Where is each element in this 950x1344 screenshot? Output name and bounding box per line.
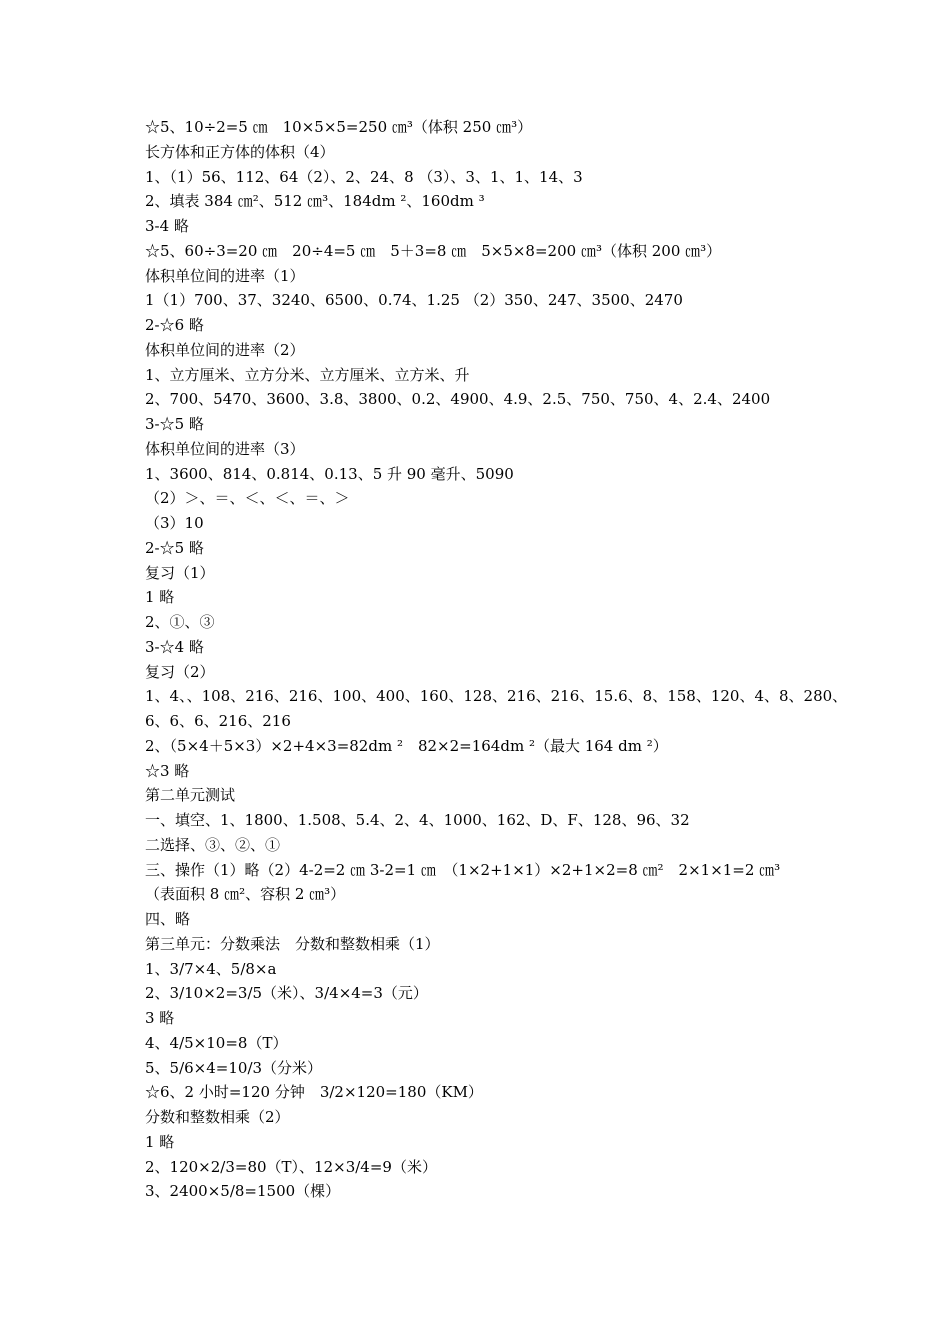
text-line: 2-☆5 略 <box>145 538 204 557</box>
text-line: 体积单位间的进率（3） <box>145 439 305 458</box>
text-line: 3-4 略 <box>145 217 189 235</box>
text-line: 2、填表 384 ㎝²、512 ㎝³、184dm ²、160dm ³ <box>145 192 485 211</box>
text-line: 2、120×2/3=80（T）、12×3/4=9（米） <box>145 1157 437 1176</box>
text-line: （3）10 <box>145 514 204 532</box>
text-line: 分数和整数相乘（2） <box>145 1108 290 1126</box>
text-line: 1、（1）56、112、64（2）、2、24、8 （3）、3、1、1、14、3 <box>145 167 583 186</box>
text-line: 1、4、、108、216、216、100、400、160、128、216、216、15.6、8、158、120、4、8、280、 <box>145 687 848 706</box>
text-line: 2-☆6 略 <box>145 316 204 334</box>
text-line: ☆6、2 小时=120 分钟 3/2×120=180（KM） <box>145 1083 483 1102</box>
text-line: 复习（1） <box>145 563 215 582</box>
text-line: 1 略 <box>145 588 175 607</box>
text-line: 3-☆5 略 <box>145 415 204 433</box>
text-line: 第二单元测试 <box>145 786 236 805</box>
text-line: 2、（5×4＋5×3）×2+4×3=82dm ² 82×2=164dm ²（最大 164 dm ²） <box>145 736 668 755</box>
text-line: 3、2400×5/8=1500（棵） <box>145 1182 341 1201</box>
text-line: 1（1）700、37、3240、6500、0.74、1.25 （2）350、247、3500、2470 <box>145 291 683 310</box>
text-line: 一、填空、1、1800、1.508、5.4、2、4、1000、162、D、F、128、96、32 <box>145 811 690 829</box>
text-line: 体积单位间的进率（2） <box>145 340 305 359</box>
text-line: 四、略 <box>145 910 191 928</box>
text-line: 2、3/10×2=3/5（米）、3/4×4=3（元） <box>145 984 428 1003</box>
text-line: 1 略 <box>145 1132 175 1151</box>
text-line: 长方体和正方体的体积（4） <box>145 142 335 161</box>
text-line: ☆3 略 <box>145 761 190 780</box>
text-line: （表面积 8 ㎝²、容积 2 ㎝³） <box>145 885 346 904</box>
text-line: 2、①、③ <box>145 613 215 631</box>
text-line: 第三单元：分数乘法 分数和整数相乘（1） <box>145 934 440 953</box>
text-line: 4、4/5×10=8（T） <box>145 1033 288 1052</box>
text-line: ☆5、60÷3=20 ㎝ 20÷4=5 ㎝ 5＋3=8 ㎝ 5×5×8=200 ㎝³（体积 200 ㎝³） <box>145 241 722 260</box>
text-line: 1、3600、814、0.814、0.13、5 升 90 毫升、5090 <box>145 464 514 483</box>
text-line: 6、6、6、216、216 <box>145 712 291 730</box>
document-body <box>145 115 848 1204</box>
text-line: 5、5/6×4=10/3（分米） <box>145 1058 323 1077</box>
text-line: 三、操作（1）略（2）4-2=2 ㎝ 3-2=1 ㎝ （1×2+1×1）×2+1×2=8 ㎝² 2×1×1=2 ㎝³ <box>145 860 781 879</box>
text-line: 1、立方厘米、立方分米、立方厘米、立方米、升 <box>145 365 470 384</box>
text-line: 二选择、③、②、① <box>145 835 281 854</box>
text-line: 复习（2） <box>145 662 215 681</box>
text-line: 3-☆4 略 <box>145 637 204 656</box>
text-line: 1、3/7×4、5/8×a <box>145 959 277 978</box>
text-line: 体积单位间的进率（1） <box>145 266 305 285</box>
text-line: （2）＞、＝、＜、＜、＝、＞ <box>145 489 350 508</box>
text-line: ☆5、10÷2=5 ㎝ 10×5×5=250 ㎝³（体积 250 ㎝³） <box>145 118 533 136</box>
text-line: 3 略 <box>145 1009 175 1027</box>
text-line: 2、700、5470、3600、3.8、3800、0.2、4900、4.9、2.5、750、750、4、2.4、2400 <box>145 390 771 409</box>
